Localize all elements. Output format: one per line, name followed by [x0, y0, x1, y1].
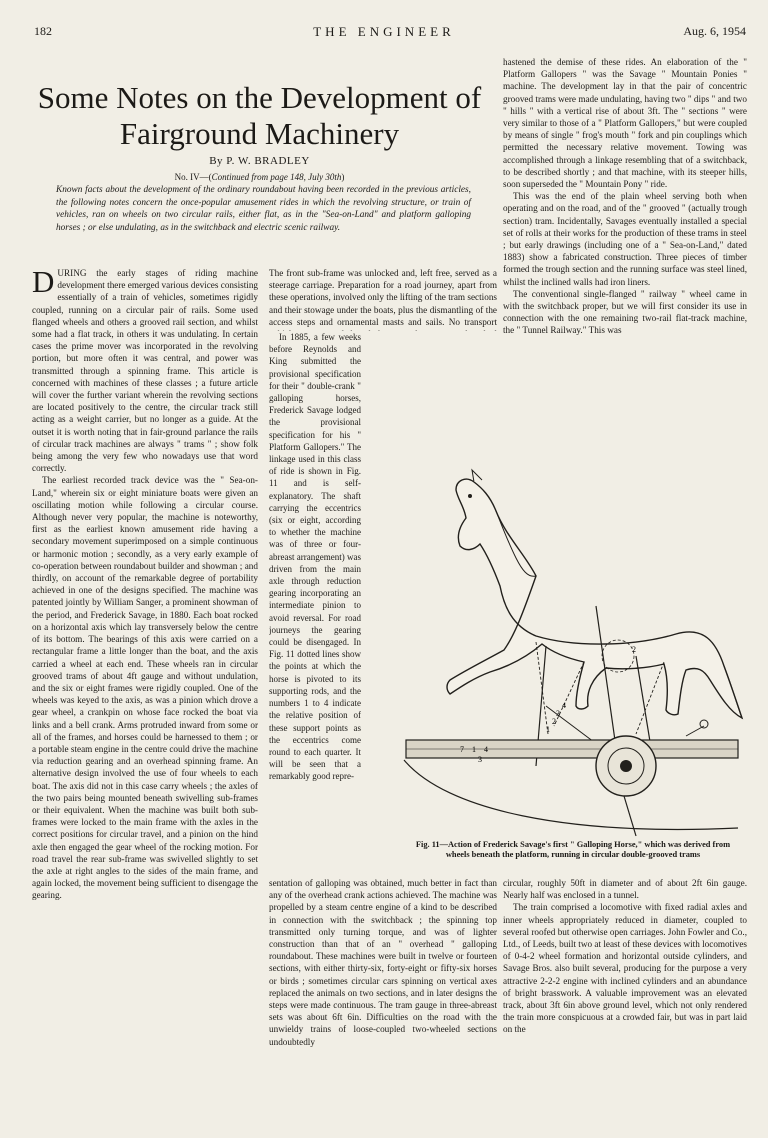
paragraph-mountain-ponies: hastened the demise of these rides. An elaboration of the " Platform Gallopers " was the Savage " Mountain Ponies " machine. The development lay in that the pair of concentric grooved trams were made undulating, having two " dips " and two " hills " with a vertical rise of about 3ft. The " sections " were very similar to those of a " Platform Gallopers," but were coupled by means of single " frog's mouth " fork and pin couplings which permitted the necessary relative movement. Towing was accomplished through a linkage resembling that of a switchback, to be described shortly ; and that machine, with its steeper hills, soon superseded the " Mountain Pony " ride. — [503, 57, 747, 190]
running-wheel-arc — [404, 760, 738, 829]
page-number: 182 — [34, 24, 52, 38]
label-2: 2 — [552, 717, 556, 726]
paragraph-opening — [32, 267, 258, 474]
column-2-top — [269, 267, 497, 331]
figure-galloping-horse — [386, 466, 748, 838]
part-note — [32, 172, 487, 182]
paragraph-subframe: The front sub-frame was unlocked and, left free, served as a steerage carriage. Preparation for a road journey, apart from these operations, involved only the lifting of the tram sections and their stowage under the boats, plus the dismantling of the access steps and ornamental masts and sails. No transport — [269, 268, 497, 327]
label-3: 3 — [556, 709, 560, 718]
label-4: 4 — [562, 701, 566, 710]
drop-cap: D — [32, 267, 55, 299]
column-1 — [32, 267, 258, 1107]
page-header — [0, 24, 768, 44]
paragraph-train: The train comprised a locomotive with fixed radial axles and inner wheels appropriately reduced in diameter, coupled to several roofed but otherwise open carriages. John Fowler and Co., Ltd., of Leeds, built two at least of these devices with locomotives of 0-4-2 wheel formation and horizontal outside cylinders, and Savage Bros. also built several, producing for the purpose a very attractive 2-2-2 engine with inclined cylinders and an abundance of bright brasswork. A valuable improvement was an elevated track, about 3ft 6in above ground level, which not only rendered the train more conspicuous at a crowded fair, but was in part laid on the — [503, 902, 747, 1035]
issue-date: Aug. 6, 1954 — [683, 24, 746, 38]
horse-outline — [447, 479, 742, 718]
part-close: ) — [341, 172, 345, 182]
paragraph-sea-on-land: The earliest recorded track device was the " Sea-on-Land," wherein six or eight miniature boats were given an oscillating motion while following a circular course. Although never very popular, the machine is noteworthy, first as the earliest known amusement ride having a secondary movement superimposed on a simple continuous or harmonic motion ; secondly, as a very early example of co-operation between roundabout builder and showman ; and thirdly, on account of the remarkable degree of portability achieved in one of the designs specified. The machine was patented jointly by William Sanger, a prominent showman of the period, and Frederick Savage, in 1880. Each boat rocked on a horizontal axis which lay transversely below the centre of its bottom. The bearings of this axis were carried on a rectangular frame a little longer than the boat, and the axis carried a wheel at each end. These wheels ran in circular grooved trams of about 4ft gauge and without undulation, and the six or eight frames were rigidly coupled. One of the wheels was keyed to the axis, as was a pinion which drove a gear wheel, a crankpin on whose face rocked the boat via links and a bell crank. Arms protruded inward from some or all of the frames, and horses could be harnessed to them ; or a portable steam engine in the centre could drive the machine via reduction gearing and an overhead spinning frame. An alternative design involved the use of four wheels to each boat. The axis did not in this case carry wheels ; the axles of the two pairs being mounted beneath swivelling sub-frames or their equivalent. When the machine was built both sub-frames were locked to the main frame with the axles in the correct positions for circular travel, and a pinion on the hind axle then engaged the gear wheel of the rocking motion. For road travel the rear sub-frame was swivelled slightly to set the axle at right angles to the sides of the main frame, and again locked, the movement being sufficient to disengage the gearing. — [32, 475, 258, 901]
horse-eye — [468, 494, 472, 498]
galloping-horse-diagram — [386, 466, 748, 838]
label-1b: 1 — [472, 745, 476, 754]
column-2-narrow — [269, 331, 361, 877]
paragraph-galloping: sentation of galloping was obtained, much better in fact than any of the overhead crank actions achieved. The machine was propelled by a steam centre engine of a kind to be described in connection with the switchback ; the spinning top transmitted only turning torque, and was of lighter construction than that of an " overhead " galloping roundabout. These machines were built in twelve or fourteen sections, with either thirty-six, forty-eight or fifty-six horses or birds ; sometimes circular cars spinning on vertical axes replaced the animals on two sections, and in later designs the steps were made continuous. The tram gauge in three-abreast sets was about 6ft 6in. Difficulties on the road with the unwieldy trains of loose-coupled two-wheeled sections undoubtedly — [269, 878, 497, 1047]
journal-title: THE ENGINEER — [313, 24, 455, 39]
part-number: No. IV—( — [174, 172, 212, 182]
author-byline: By P. W. BRADLEY — [209, 155, 310, 167]
paragraph-trams: This was the end of the plain wheel serving both when operating and on the road, and of the " grooved " (actually trough section) tram. Incidentally, Savages eventually installed a special set of rolls at their works for the production of these trams in steel ; but early drawings (including one of a " Sea-on-Land," dated 1883) show a fabricated construction. Three pieces of timber formed the trough section and the running surface was steel lined, whilst the inclined walls had iron liners. — [503, 191, 747, 287]
column-2-bottom — [269, 877, 497, 1105]
label-2b: 2 — [632, 645, 636, 654]
label-3b: 3 — [478, 755, 482, 764]
column-3-bottom — [503, 877, 747, 1105]
horse-ear — [472, 470, 482, 482]
label-4b: 4 — [484, 745, 488, 754]
article-title: Some Notes on the Development of Fairground Machinery — [37, 80, 482, 151]
article-intro: Known facts about the development of the ordinary roundabout having been recorded in the previous articles, the following notes concern the once-popular amusement rides in which the revolving structure, or train of vehicles, ran on wheels on two circular rails, either flat, as in the "Sea-on-Land" and platform galloping horses ; or else undulating, as in the switchback and electric scenic railway. — [56, 185, 471, 233]
column-3-top — [503, 56, 747, 472]
paragraph-railway-wheel: The conventional single-flanged " railway " wheel came in with the switchback proper, but we will first consider its use in connection with the one remaining two-rail flat-track machine, the " Tunnel Railway." This was — [503, 288, 747, 336]
label-1: 1 — [546, 725, 550, 734]
continued-note: Continued from page 148, July 30th — [211, 172, 342, 182]
paragraph-text: URING the early stages of riding machine development there emerged various devices consisting essentially of a train of vehicles, sometimes rigidly coupled, running on a circular pair of rails. Some used flanged wheels and others a grooved rail section, and whilst some had a flat track, in others it was undulating. In certain cases the prime mover was incorporated in the revolving portion, but more often it was central, and power was transmitted through a spinning frame. This article is concerned with machines of these classes ; a future article will cover the further variant wherein the revolving sections are located positively to the centre, the circular track still acting as a weight carrier, but no longer as a guide. At the outset it is worth noting that in fair-ground parlance the rails of circular track machines are always " trams " ; show folk being among the very few who nowadays use that word correctly. — [32, 268, 258, 474]
label-7: 7 — [460, 745, 464, 754]
figure-caption: Fig. 11—Action of Frederick Savage's first " Galloping Horse," which was derived from wheels beneath the platform, running in circular double-grooved trams — [415, 840, 731, 860]
paragraph-platform-gallopers: In 1885, a few weeks before Reynolds and King submitted the provisional specification for their " double-crank " galloping horses, Frederick Savage lodged the provisional specification for his " Platform Gallopers." The linkage used in this class of ride is shown in Fig. 11 and is self-explanatory. The shaft carrying the eccentrics (six or eight, according to whether the machine was of three or four-abreast arrangement) was driven from the main axle through reduction gearing incorporating an intermediate pinion to avoid reversal. For road journeys the gearing could be disengaged. In Fig. 11 dotted lines show the points at which the horse is pivoted to its supporting rods, and the numbers 1 to 4 indicate the relative position of these support points as the eccentrics come round to each quarter. It will be seen that a remarkably good repre- — [269, 332, 361, 782]
paragraph-tunnel: circular, roughly 50ft in diameter and of about 2ft 6in gauge. Nearly half was enclosed in a tunnel. — [503, 878, 747, 901]
